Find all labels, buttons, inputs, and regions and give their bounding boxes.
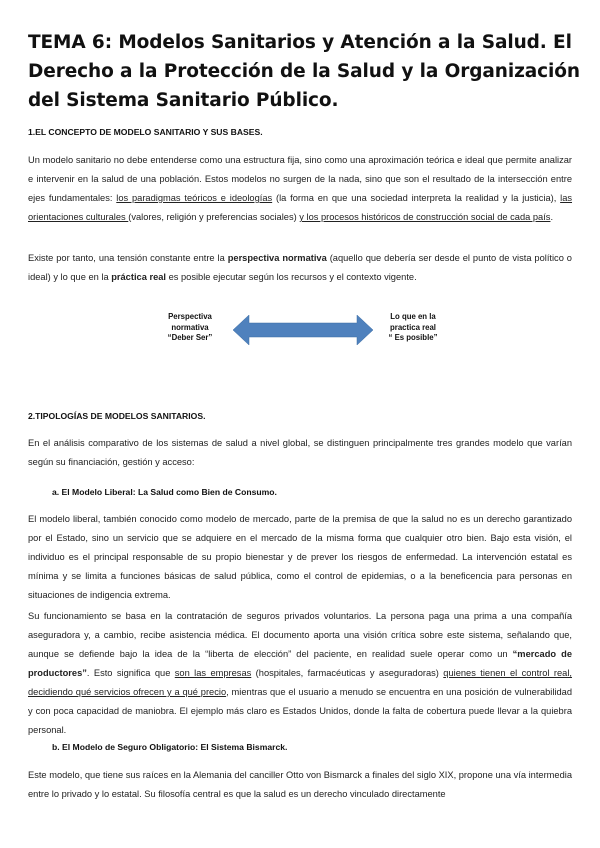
diagram-line: “Deber Ser”: [167, 333, 213, 342]
text-run: Su funcionamiento se basa en la contratación de seguros privados voluntarios. La persona paga una prima a una compañía aseguradora y, a cambio, recibe asistencia médica. El documento aporta una visión crítica sobre este sistema, señalando que, aunque se defiende bajo la idea de la “liberta de elección” del paciente, en realidad suele operar como un: [28, 611, 572, 659]
paragraph-model-definition: [28, 151, 572, 227]
text-run: (la forma en que una sociedad interpreta la realidad y la justicia),: [272, 193, 561, 203]
tension-diagram: [150, 312, 460, 352]
text-run: (aquello que debería ser desde el punto de vista político o ideal) y lo que en la: [28, 253, 572, 282]
subheading-liberal: a. El Modelo Liberal: La Salud como Bien de Consumo.: [52, 487, 277, 497]
bold-producers-market: “mercado de productores”: [28, 649, 572, 678]
paragraph-liberal-1: El modelo liberal, también conocido como modelo de mercado, parte de la premisa de que la salud no es un derecho garantizado por el Estado, sino un servicio que se adquiere en el mercado de la misma forma que cualquier otro bien. Bajo esta visión, el individuo es el principal responsable de su propio bienestar y de prever los riesgos de enfermedad. La intervención estatal es mínima y se limita a funciones básicas de salud pública, como el control de epidemias, o a la beneficencia para personas en situaciones de indigencia extrema.: [28, 514, 572, 600]
double-arrow-shape: [233, 315, 373, 345]
diagram-line: normativa: [171, 322, 209, 332]
underlined-cultural: las orientaciones culturales: [28, 193, 573, 222]
text-run: Un modelo sanitario no debe entenderse como una estructura fija, sino como una aproximación teórica e ideal que permite analizar e intervenir en la salud de una población. Estos modelos no surgen de la nada, sino que son el resultado de la intersección entre ejes fundamentales:: [28, 155, 572, 203]
page-title: TEMA 6: Modelos Sanitarios y Atención a la Salud. El Derecho a la Protección de la Salud y la Organización del Sistema Sanitario Público.: [28, 32, 580, 111]
text-run: (valores, religión y preferencias sociales): [128, 212, 300, 222]
text-run: (hospitales, farmacéuticas y aseguradoras): [251, 668, 444, 678]
section-heading-typologies: 2.TIPOLOGÍAS DE MODELOS SANITARIOS.: [28, 411, 206, 421]
text-run: es posible ejecutar según los recursos y el contexto vigente.: [166, 272, 417, 282]
underlined-paradigms: los paradigmas teóricos e ideologías: [116, 193, 273, 203]
diagram-line: Lo que en la: [390, 312, 436, 321]
paragraph-bismarck-1: Este modelo, que tiene sus raíces en la Alemania del canciller Otto von Bismarck a finales del siglo XIX, propone una vía intermedia entre lo privado y lo estatal. Su filosofía central es que la salud es un derecho vinculado directamente: [28, 770, 572, 799]
bold-normative: perspectiva normativa: [227, 253, 327, 263]
paragraph-tension: [28, 249, 572, 287]
underlined-historical: y los procesos históricos de construcción social de cada país: [299, 212, 551, 222]
section-heading-concept: 1.EL CONCEPTO DE MODELO SANITARIO Y SUS BASES.: [28, 127, 263, 137]
text-run: . Esto significa que: [86, 668, 175, 678]
underlined-control: quienes tienen el control real, decidiendo qué servicios ofrecen y a qué precio: [28, 668, 572, 697]
diagram-line: “ Es posible”: [388, 333, 438, 342]
paragraph-typologies-intro: En el análisis comparativo de los sistemas de salud a nivel global, se distinguen principalmente tres grandes modelo que varían según su financiación, gestión y acceso:: [28, 438, 572, 467]
text-run: .: [550, 212, 554, 222]
underlined-companies: son las empresas: [174, 668, 252, 678]
bold-practice: práctica real: [111, 272, 167, 282]
diagram-label-practice: [378, 312, 448, 344]
diagram-line: practica real: [390, 322, 436, 332]
paragraph-liberal-2: [28, 607, 572, 740]
diagram-label-normative: [150, 312, 230, 344]
text-run: , mientras que el usuario a menudo se encuentra en una posición de vulnerabilidad y con poca capacidad de maniobra. El ejemplo más claro es Estados Unidos, donde la falta de cobertura puede llevar a la quiebra personal.: [28, 687, 572, 735]
diagram-line: Perspectiva: [168, 312, 212, 321]
subheading-bismarck: b. El Modelo de Seguro Obligatorio: El Sistema Bismarck.: [52, 742, 288, 752]
double-arrow-icon: [233, 315, 373, 345]
text-run: Existe por tanto, una tensión constante entre la: [28, 253, 228, 263]
